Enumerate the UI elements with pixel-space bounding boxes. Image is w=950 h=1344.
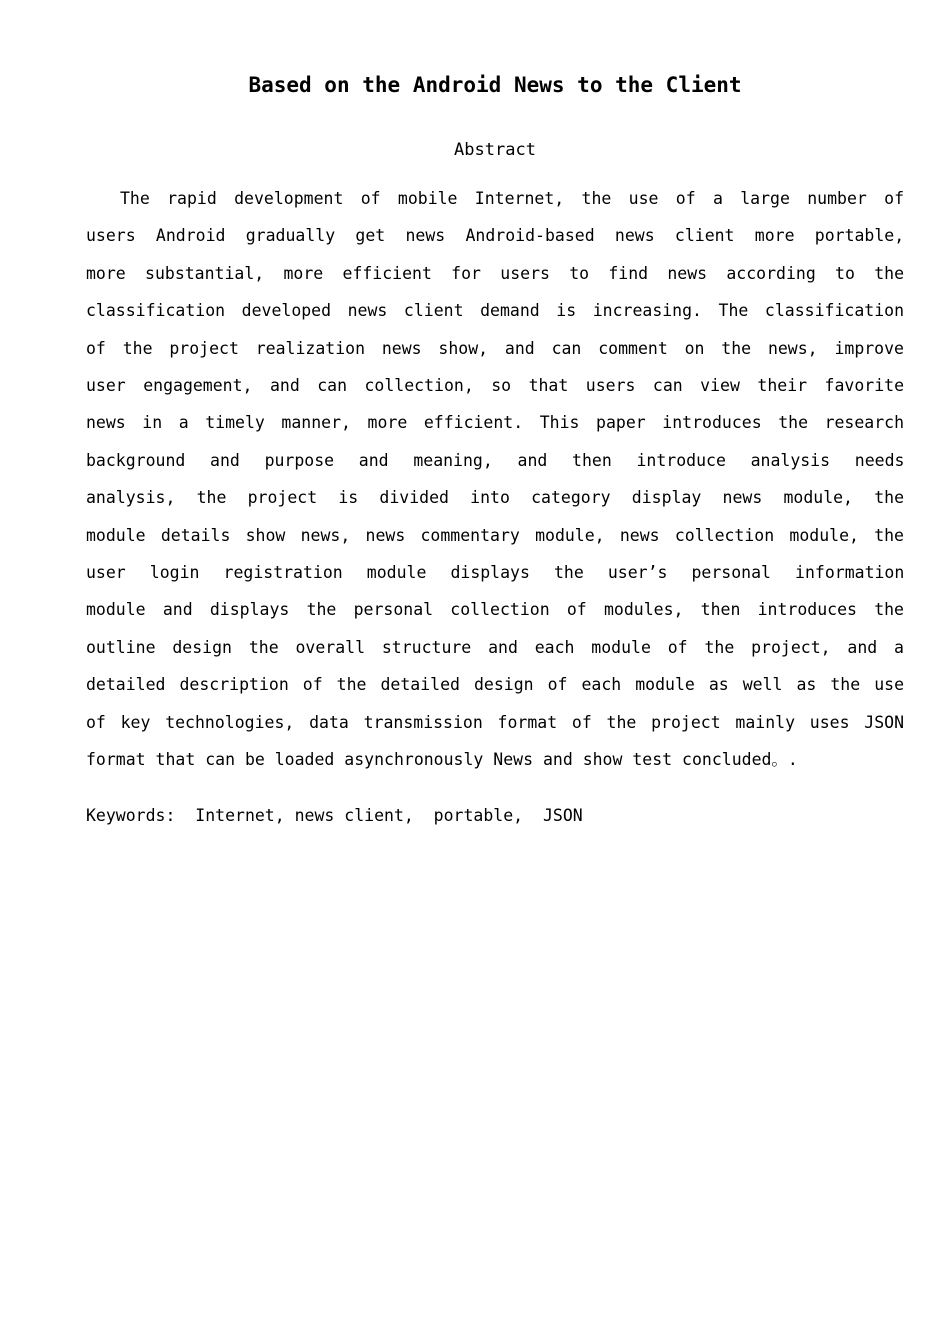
document-title: Based on the Android News to the Client xyxy=(248,73,742,97)
abstract-line: The rapid development of mobile Internet, the use of a large number of xyxy=(120,189,904,208)
abstract-line: user login registration module displays the user’s personal information xyxy=(86,563,905,583)
abstract-line: module and displays the personal collection of modules, then introduces the xyxy=(86,600,904,620)
abstract-line: classification developed news client demand is increasing. The classification xyxy=(86,301,904,321)
abstract-line: of key technologies, data transmission format of the project mainly uses JSON xyxy=(86,712,904,732)
abstract-line: of the project realization news show, and can comment on the news, improve xyxy=(86,338,904,358)
abstract-line: background and purpose and meaning, and then introduce analysis needs xyxy=(86,450,905,470)
abstract-line: outline design the overall structure and each module of the project, and a xyxy=(86,637,904,657)
abstract-line: analysis, the project is divided into category display news module, the xyxy=(86,488,904,508)
abstract-line: more substantial, more efficient for users to find news according to the xyxy=(86,263,904,283)
keywords-line: Keywords: Internet, news client, portable, JSON xyxy=(86,806,583,825)
abstract-heading: Abstract xyxy=(454,140,536,160)
abstract-line: format that can be loaded asynchronously News and show test concluded。. xyxy=(86,750,798,770)
abstract-line: detailed description of the detailed design of each module as well as the use xyxy=(86,675,904,695)
abstract-line: users Android gradually get news Android-based news client more portable, xyxy=(86,226,905,246)
abstract-body xyxy=(86,180,904,779)
abstract-line: module details show news, news commentary module, news collection module, the xyxy=(86,525,904,545)
abstract-line: news in a timely manner, more efficient. This paper introduces the research xyxy=(86,413,905,433)
abstract-line: user engagement, and can collection, so that users can view their favorite xyxy=(86,376,904,396)
